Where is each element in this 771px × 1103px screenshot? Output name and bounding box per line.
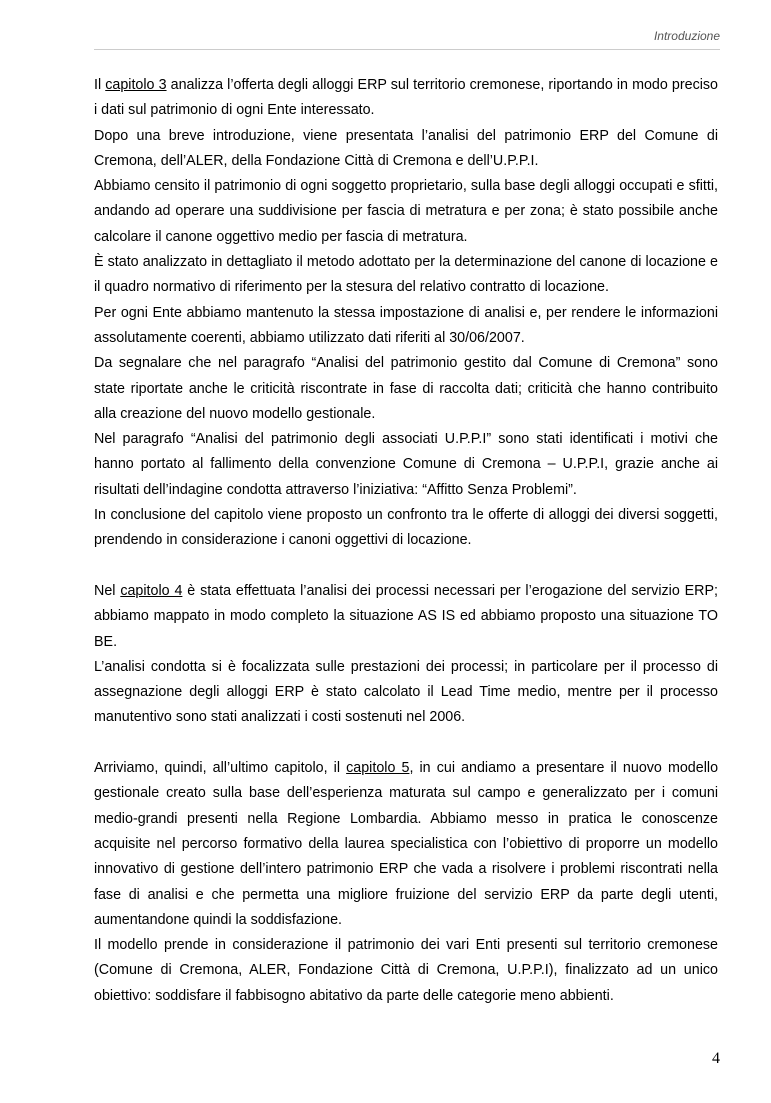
chapter3-paragraph-5: Per ogni Ente abbiamo mantenuto la stessa impostazione di analisi e, per rendere le informazioni assolutamente coerenti, abbiamo utilizzato dati riferiti al 30/06/2007. [94,304,718,346]
chapter4-reference: capitolo 4 [120,582,183,599]
chapter3-paragraph-1: Il capitolo 3 analizza l’offerta degli alloggi ERP sul territorio cremonese, riportando in modo preciso i dati sul patrimonio di ogni Ente interessato. [94,77,719,119]
chapter3-paragraph-6: Da segnalare che nel paragrafo “Analisi del patrimonio gestito dal Comune di Cremona” sono state riportate anche le criticità riscontrate in fase di raccolta dati; criticità che hanno contribuito alla creazione del nuovo modello gestionale. [94,355,718,422]
running-header: Introduzione [653,29,720,43]
paragraph-gap [94,554,718,579]
chapter5-paragraph-1: Arriviamo, quindi, all’ultimo capitolo, il capitolo 5, in cui andiamo a presentare il nuovo modello gestionale creato sulla base dell’esperienza maturata sul campo e generalizzato per i comuni medio-grandi presenti nella Regione Lombardia. Abbiamo messo in pratica le conoscenze acquisite nel percorso formativo della laurea specialistica con l’obiettivo di proporre un modello innovativo di gestione dell’intero patrimonio ERP che vada a risolvere i problemi riscontrati nella fase di analisi e che permetta una migliore fruizione del servizio ERP da parte degli utenti, aumentandone quindi la soddisfazione. [94,760,719,928]
chapter4-paragraph-2: L’analisi condotta si è focalizzata sulle prestazioni dei processi; in particolare per il processo di assegnazione degli alloggi ERP è stato calcolato il Lead Time medio, mentre per il processo manutentivo sono stati analizzati i costi sostenuti nel 2006. [94,658,718,726]
page-number: 4 [712,1050,720,1067]
chapter3-paragraph-7: Nel paragrafo “Analisi del patrimonio degli associati U.P.P.I” sono stati identificati i motivi che hanno portato al fallimento della convenzione Comune di Cremona – U.P.P.I, grazie anche ai risultati dell’indagine condotta attraverso l’iniziativa: “Affitto Senza Problemi”. [94,431,718,498]
header-rule [94,49,720,50]
chapter5-paragraph-2: Il modello prende in considerazione il patrimonio dei vari Enti presenti sul territorio cremonese (Comune di Cremona, ALER, Fondazione Città di Cremona, U.P.P.I), finalizzato ad un unico obiettivo: soddisfare il fabbisogno abitativo da parte delle categorie meno abbienti. [94,937,718,1004]
paragraph-gap [94,731,718,756]
chapter5-reference: capitolo 5 [346,760,410,777]
chapter3-reference: capitolo 3 [105,77,167,93]
chapter3-paragraph-4: È stato analizzato in dettagliato il metodo adottato per la determinazione del canone di locazione e il quadro normativo di riferimento per la stesura del relativo contratto di locazione. [94,254,718,296]
page-body [94,73,718,1009]
chapter3-paragraph-8: In conclusione del capitolo viene proposto un confronto tra le offerte di alloggi dei diversi soggetti, prendendo in considerazione i canoni oggettivi di locazione. [94,507,718,549]
chapter3-paragraph-2: Dopo una breve introduzione, viene presentata l’analisi del patrimonio ERP del Comune di Cremona, dell’ALER, della Fondazione Città di Cremona e dell’U.P.P.I. [94,127,718,169]
chapter3-paragraph-3: Abbiamo censito il patrimonio di ogni soggetto proprietario, sulla base degli alloggi occupati e sfitti, andando ad operare una suddivisione per fascia di metratura e per zona; è stato possibile anche calcolare il canone oggettivo medio per fascia di metratura. [94,178,718,245]
chapter4-paragraph-1: Nel capitolo 4 è stata effettuata l’analisi dei processi necessari per l’erogazione del servizio ERP; abbiamo mappato in modo completo la situazione AS IS ed abbiamo proposto una situazione TO BE. [94,582,718,650]
